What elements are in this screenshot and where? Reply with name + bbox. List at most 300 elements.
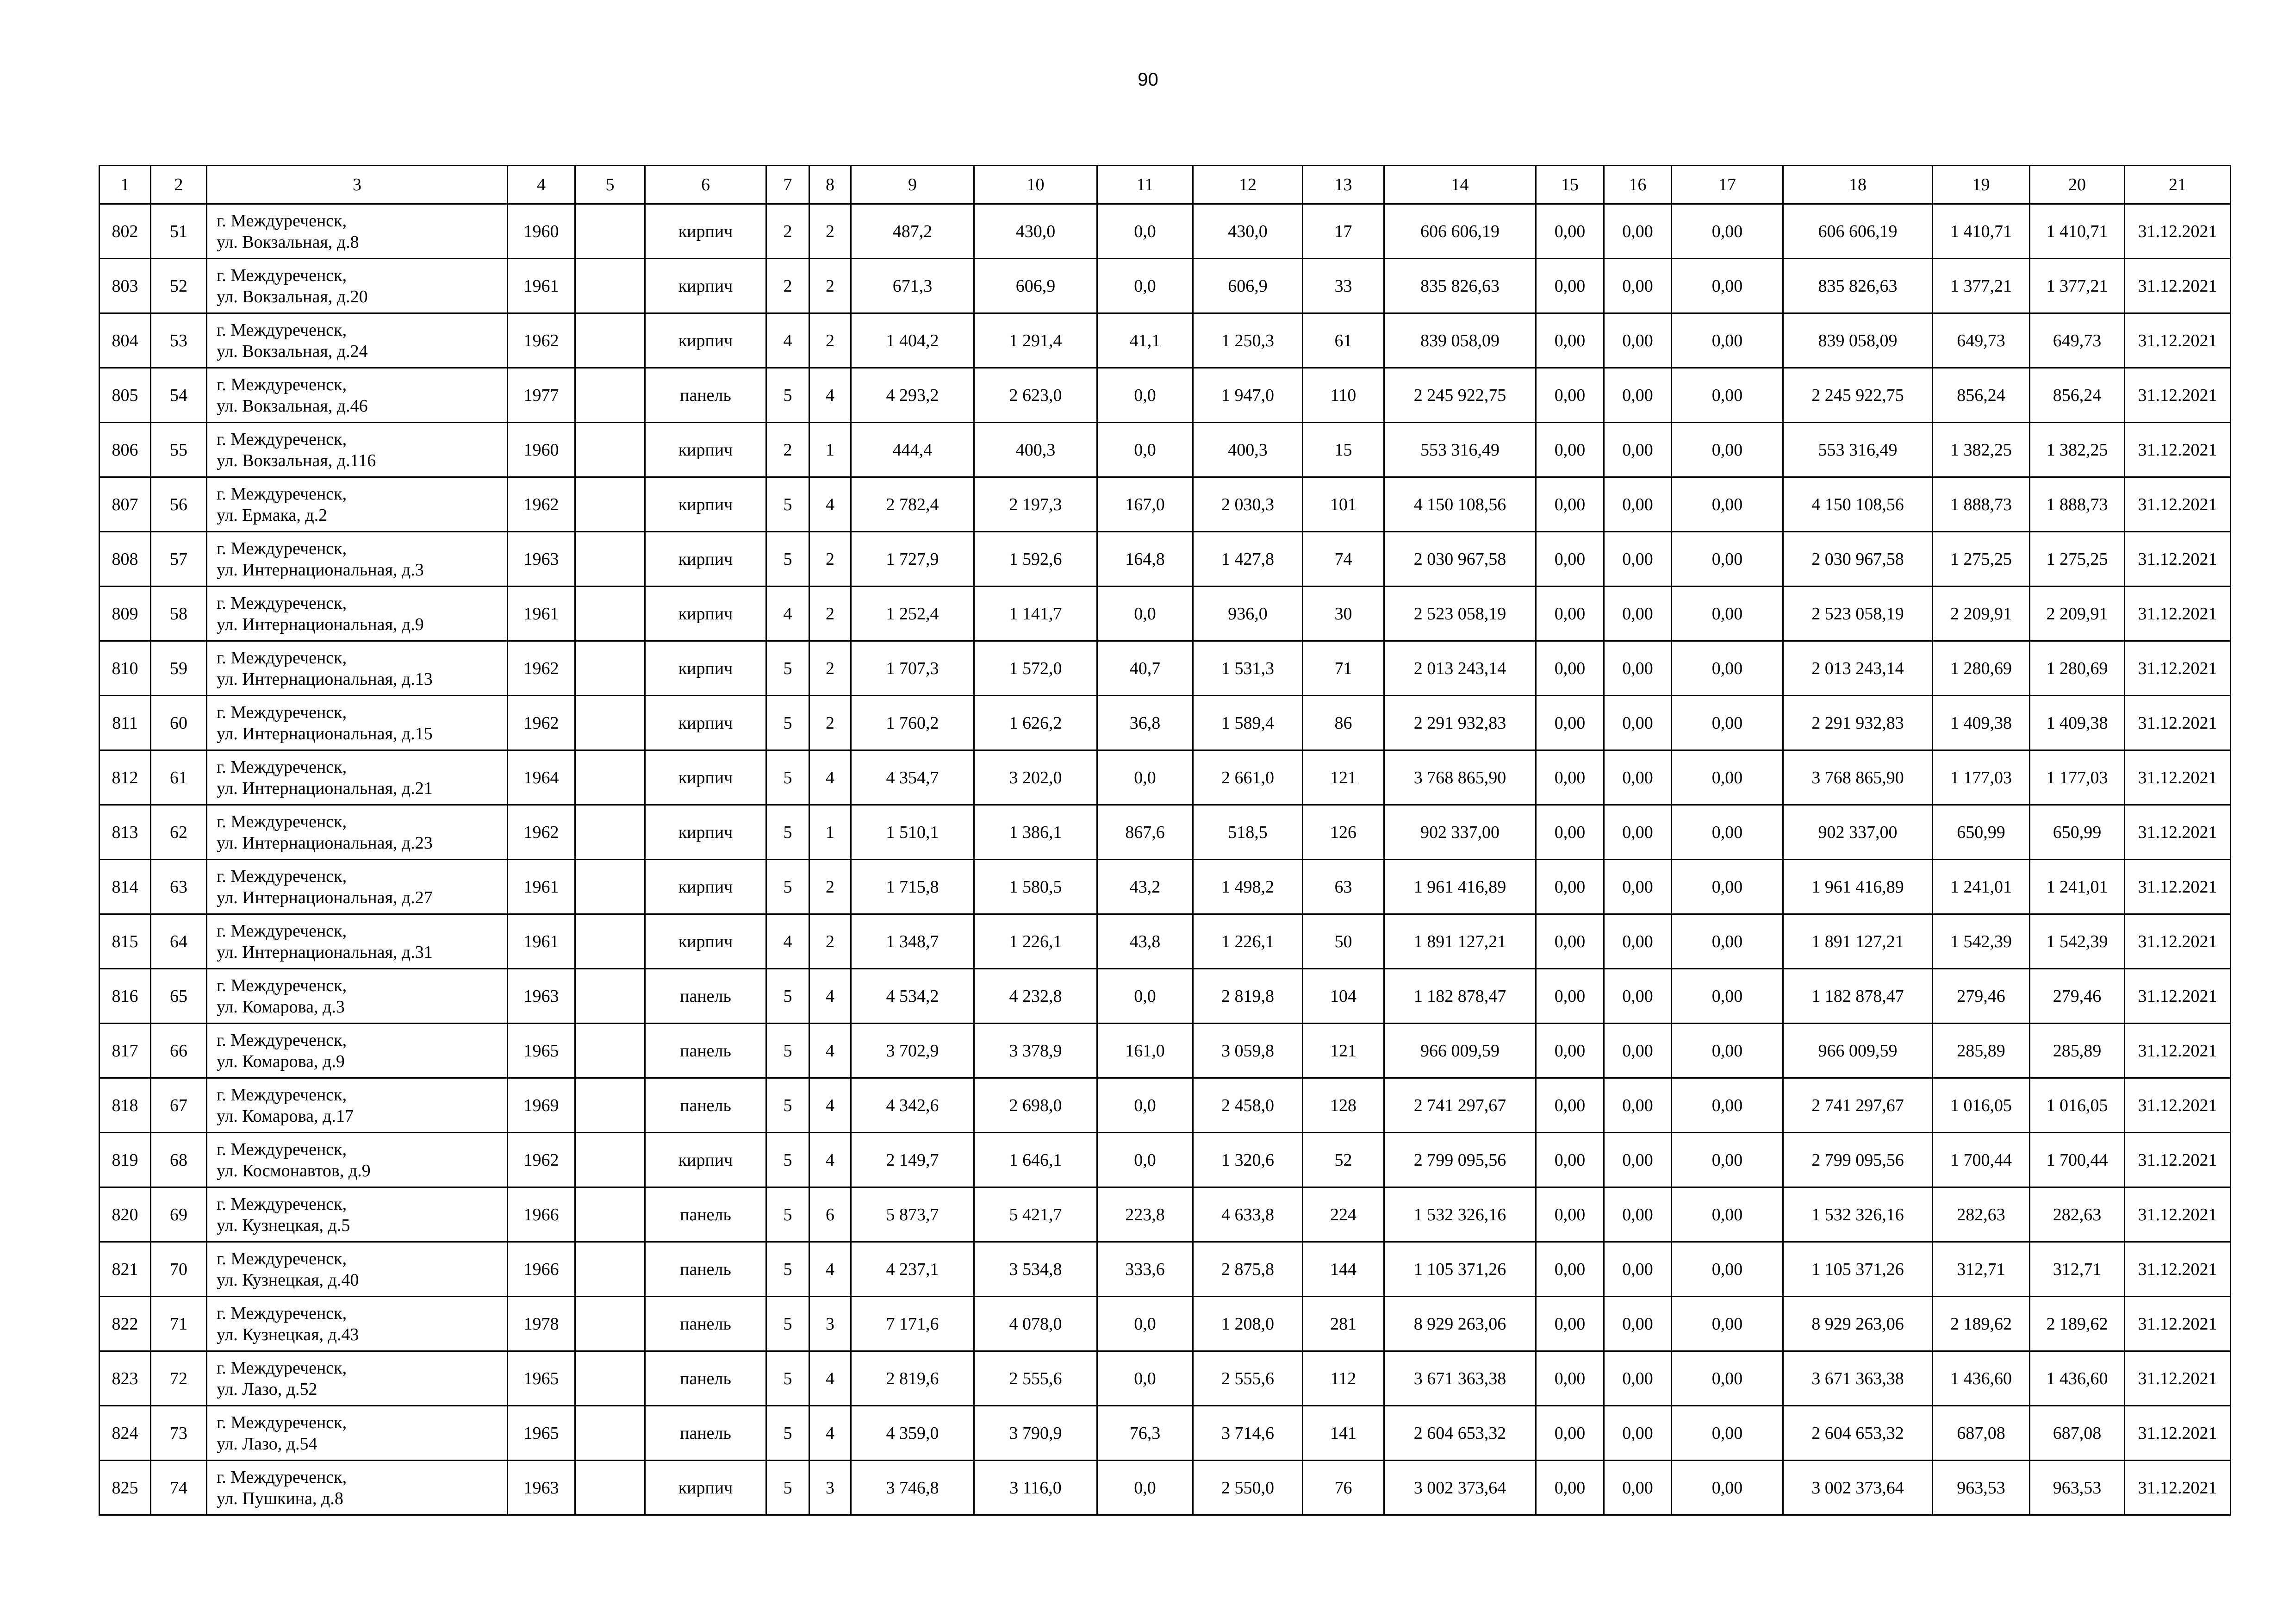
cell-col-17: 0,00	[1672, 1187, 1783, 1242]
cell-col-9: 5 873,7	[851, 1187, 974, 1242]
cell-col-7: 5	[766, 1024, 809, 1078]
cell-col-18: 3 768 865,90	[1783, 750, 1933, 805]
cell-col-15: 0,00	[1536, 1461, 1604, 1515]
address-cell	[207, 696, 508, 750]
column-header-5: 5	[575, 166, 645, 204]
cell-col-12: 2 819,8	[1193, 969, 1303, 1024]
cell-col-12: 3 059,8	[1193, 1024, 1303, 1078]
cell-col-11: 41,1	[1097, 313, 1193, 368]
cell-col-4: 1962	[508, 1133, 575, 1187]
cell-col-18: 3 671 363,38	[1783, 1351, 1933, 1406]
cell-col-7: 5	[766, 641, 809, 696]
cell-col-4: 1965	[508, 1406, 575, 1461]
cell-col-4: 1961	[508, 914, 575, 969]
cell-col-6: кирпич	[645, 204, 766, 259]
cell-col-15: 0,00	[1536, 1133, 1604, 1187]
address-street: ул. Вокзальная, д.116	[217, 450, 376, 470]
cell-col-8: 2	[809, 313, 851, 368]
cell-col-16: 0,00	[1604, 914, 1672, 969]
cell-col-19: 1 700,44	[1933, 1133, 2030, 1187]
cell-col-21: 31.12.2021	[2125, 1406, 2231, 1461]
cell-col-7: 2	[766, 423, 809, 477]
cell-col-13: 30	[1303, 587, 1384, 641]
cell-col-9: 4 534,2	[851, 969, 974, 1024]
cell-col-5	[575, 1242, 645, 1297]
table-row	[100, 587, 2231, 641]
cell-col-14: 1 182 878,47	[1384, 969, 1536, 1024]
cell-col-21: 31.12.2021	[2125, 1461, 2231, 1515]
cell-col-21: 31.12.2021	[2125, 1242, 2231, 1297]
column-header-6: 6	[645, 166, 766, 204]
cell-col-6: панель	[645, 1242, 766, 1297]
cell-col-21: 31.12.2021	[2125, 914, 2231, 969]
cell-col-16: 0,00	[1604, 1461, 1672, 1515]
cell-col-11: 0,0	[1097, 1297, 1193, 1351]
address-street: ул. Пушкина, д.8	[217, 1488, 343, 1508]
cell-col-4: 1977	[508, 368, 575, 423]
table-row	[100, 750, 2231, 805]
cell-col-18: 3 002 373,64	[1783, 1461, 1933, 1515]
cell-col-14: 606 606,19	[1384, 204, 1536, 259]
cell-col-21: 31.12.2021	[2125, 477, 2231, 532]
cell-col-16: 0,00	[1604, 641, 1672, 696]
cell-col-16: 0,00	[1604, 696, 1672, 750]
cell-col-8: 4	[809, 750, 851, 805]
cell-col-1: 807	[100, 477, 151, 532]
cell-col-1: 808	[100, 532, 151, 587]
address-street: ул. Вокзальная, д.46	[217, 396, 368, 416]
cell-col-17: 0,00	[1672, 313, 1783, 368]
cell-col-4: 1965	[508, 1351, 575, 1406]
cell-col-19: 1 436,60	[1933, 1351, 2030, 1406]
cell-col-9: 2 782,4	[851, 477, 974, 532]
cell-col-10: 400,3	[974, 423, 1097, 477]
address-street: ул. Интернациональная, д.31	[217, 942, 433, 962]
cell-col-7: 5	[766, 860, 809, 914]
cell-col-16: 0,00	[1604, 259, 1672, 313]
cell-col-5	[575, 696, 645, 750]
cell-col-17: 0,00	[1672, 969, 1783, 1024]
cell-col-18: 2 291 932,83	[1783, 696, 1933, 750]
cell-col-15: 0,00	[1536, 696, 1604, 750]
address-city: г. Междуреченск,	[217, 812, 347, 831]
table-row	[100, 641, 2231, 696]
cell-col-1: 818	[100, 1078, 151, 1133]
cell-col-19: 2 209,91	[1933, 587, 2030, 641]
cell-col-15: 0,00	[1536, 860, 1604, 914]
address-cell	[207, 1024, 508, 1078]
cell-col-19: 312,71	[1933, 1242, 2030, 1297]
cell-col-7: 5	[766, 368, 809, 423]
cell-col-21: 31.12.2021	[2125, 259, 2231, 313]
cell-col-2: 66	[151, 1024, 207, 1078]
column-header-1: 1	[100, 166, 151, 204]
cell-col-7: 5	[766, 1187, 809, 1242]
cell-col-11: 0,0	[1097, 587, 1193, 641]
cell-col-21: 31.12.2021	[2125, 1297, 2231, 1351]
cell-col-20: 1 700,44	[2030, 1133, 2125, 1187]
cell-col-20: 1 542,39	[2030, 914, 2125, 969]
cell-col-19: 279,46	[1933, 969, 2030, 1024]
cell-col-14: 2 799 095,56	[1384, 1133, 1536, 1187]
cell-col-13: 63	[1303, 860, 1384, 914]
cell-col-13: 101	[1303, 477, 1384, 532]
cell-col-10: 3 116,0	[974, 1461, 1097, 1515]
cell-col-6: панель	[645, 1078, 766, 1133]
cell-col-9: 1 760,2	[851, 696, 974, 750]
address-city: г. Междуреченск,	[217, 320, 347, 340]
column-header-4: 4	[508, 166, 575, 204]
cell-col-9: 1 404,2	[851, 313, 974, 368]
cell-col-2: 57	[151, 532, 207, 587]
address-city: г. Междуреченск,	[217, 538, 347, 558]
column-header-11: 11	[1097, 166, 1193, 204]
cell-col-15: 0,00	[1536, 368, 1604, 423]
cell-col-10: 1 572,0	[974, 641, 1097, 696]
cell-col-14: 2 741 297,67	[1384, 1078, 1536, 1133]
cell-col-4: 1961	[508, 259, 575, 313]
cell-col-16: 0,00	[1604, 969, 1672, 1024]
cell-col-20: 1 280,69	[2030, 641, 2125, 696]
cell-col-15: 0,00	[1536, 750, 1604, 805]
cell-col-4: 1962	[508, 696, 575, 750]
cell-col-2: 60	[151, 696, 207, 750]
cell-col-4: 1966	[508, 1187, 575, 1242]
cell-col-2: 56	[151, 477, 207, 532]
cell-col-18: 2 741 297,67	[1783, 1078, 1933, 1133]
address-city: г. Междуреченск,	[217, 265, 347, 285]
cell-col-15: 0,00	[1536, 204, 1604, 259]
cell-col-7: 5	[766, 1297, 809, 1351]
cell-col-17: 0,00	[1672, 914, 1783, 969]
address-city: г. Междуреченск,	[217, 648, 347, 668]
cell-col-11: 867,6	[1097, 805, 1193, 860]
cell-col-5	[575, 914, 645, 969]
cell-col-10: 3 202,0	[974, 750, 1097, 805]
cell-col-19: 963,53	[1933, 1461, 2030, 1515]
table-row	[100, 1242, 2231, 1297]
cell-col-17: 0,00	[1672, 1406, 1783, 1461]
cell-col-8: 4	[809, 1406, 851, 1461]
address-cell	[207, 750, 508, 805]
cell-col-9: 3 746,8	[851, 1461, 974, 1515]
cell-col-8: 4	[809, 969, 851, 1024]
table-row	[100, 1461, 2231, 1515]
cell-col-5	[575, 313, 645, 368]
cell-col-11: 0,0	[1097, 368, 1193, 423]
cell-col-18: 2 799 095,56	[1783, 1133, 1933, 1187]
cell-col-9: 1 715,8	[851, 860, 974, 914]
cell-col-20: 1 016,05	[2030, 1078, 2125, 1133]
cell-col-4: 1962	[508, 641, 575, 696]
address-city: г. Междуреченск,	[217, 1249, 347, 1268]
cell-col-18: 4 150 108,56	[1783, 477, 1933, 532]
cell-col-6: панель	[645, 1351, 766, 1406]
cell-col-18: 2 245 922,75	[1783, 368, 1933, 423]
cell-col-16: 0,00	[1604, 805, 1672, 860]
cell-col-2: 51	[151, 204, 207, 259]
cell-col-2: 59	[151, 641, 207, 696]
cell-col-21: 31.12.2021	[2125, 1133, 2231, 1187]
address-cell	[207, 805, 508, 860]
cell-col-7: 5	[766, 750, 809, 805]
cell-col-17: 0,00	[1672, 1133, 1783, 1187]
cell-col-5	[575, 1024, 645, 1078]
address-city: г. Междуреченск,	[217, 921, 347, 941]
cell-col-14: 2 245 922,75	[1384, 368, 1536, 423]
cell-col-2: 52	[151, 259, 207, 313]
cell-col-8: 2	[809, 204, 851, 259]
address-cell	[207, 1242, 508, 1297]
cell-col-13: 104	[1303, 969, 1384, 1024]
cell-col-12: 1 427,8	[1193, 532, 1303, 587]
cell-col-4: 1963	[508, 1461, 575, 1515]
cell-col-12: 1 498,2	[1193, 860, 1303, 914]
cell-col-19: 2 189,62	[1933, 1297, 2030, 1351]
cell-col-5	[575, 1187, 645, 1242]
cell-col-18: 1 891 127,21	[1783, 914, 1933, 969]
cell-col-7: 4	[766, 313, 809, 368]
cell-col-4: 1963	[508, 969, 575, 1024]
cell-col-11: 164,8	[1097, 532, 1193, 587]
address-city: г. Междуреченск,	[217, 975, 347, 995]
cell-col-19: 285,89	[1933, 1024, 2030, 1078]
cell-col-20: 312,71	[2030, 1242, 2125, 1297]
cell-col-5	[575, 368, 645, 423]
cell-col-6: кирпич	[645, 587, 766, 641]
cell-col-12: 4 633,8	[1193, 1187, 1303, 1242]
cell-col-6: кирпич	[645, 860, 766, 914]
cell-col-13: 281	[1303, 1297, 1384, 1351]
cell-col-21: 31.12.2021	[2125, 368, 2231, 423]
cell-col-8: 6	[809, 1187, 851, 1242]
column-header-8: 8	[809, 166, 851, 204]
address-cell	[207, 969, 508, 1024]
cell-col-17: 0,00	[1672, 423, 1783, 477]
cell-col-17: 0,00	[1672, 1461, 1783, 1515]
cell-col-15: 0,00	[1536, 641, 1604, 696]
cell-col-19: 1 377,21	[1933, 259, 2030, 313]
cell-col-16: 0,00	[1604, 1351, 1672, 1406]
column-header-16: 16	[1604, 166, 1672, 204]
cell-col-14: 2 030 967,58	[1384, 532, 1536, 587]
cell-col-20: 2 209,91	[2030, 587, 2125, 641]
cell-col-19: 282,63	[1933, 1187, 2030, 1242]
cell-col-17: 0,00	[1672, 1297, 1783, 1351]
cell-col-14: 1 532 326,16	[1384, 1187, 1536, 1242]
cell-col-12: 606,9	[1193, 259, 1303, 313]
cell-col-21: 31.12.2021	[2125, 805, 2231, 860]
cell-col-9: 2 149,7	[851, 1133, 974, 1187]
cell-col-21: 31.12.2021	[2125, 313, 2231, 368]
cell-col-2: 63	[151, 860, 207, 914]
cell-col-6: кирпич	[645, 696, 766, 750]
cell-col-21: 31.12.2021	[2125, 423, 2231, 477]
table-row	[100, 532, 2231, 587]
cell-col-1: 813	[100, 805, 151, 860]
housing-registry-table	[99, 165, 2231, 1516]
cell-col-5	[575, 641, 645, 696]
cell-col-9: 1 510,1	[851, 805, 974, 860]
table-row	[100, 860, 2231, 914]
cell-col-1: 819	[100, 1133, 151, 1187]
cell-col-16: 0,00	[1604, 1406, 1672, 1461]
cell-col-13: 121	[1303, 1024, 1384, 1078]
cell-col-10: 606,9	[974, 259, 1097, 313]
column-header-7: 7	[766, 166, 809, 204]
table-row	[100, 696, 2231, 750]
cell-col-6: кирпич	[645, 641, 766, 696]
cell-col-12: 2 875,8	[1193, 1242, 1303, 1297]
cell-col-5	[575, 860, 645, 914]
cell-col-13: 74	[1303, 532, 1384, 587]
cell-col-10: 1 580,5	[974, 860, 1097, 914]
cell-col-18: 2 030 967,58	[1783, 532, 1933, 587]
cell-col-19: 1 382,25	[1933, 423, 2030, 477]
cell-col-14: 2 291 932,83	[1384, 696, 1536, 750]
cell-col-19: 1 275,25	[1933, 532, 2030, 587]
address-cell	[207, 914, 508, 969]
cell-col-14: 3 002 373,64	[1384, 1461, 1536, 1515]
column-number-row	[100, 166, 2231, 204]
cell-col-5	[575, 1461, 645, 1515]
cell-col-7: 4	[766, 914, 809, 969]
address-street: ул. Интернациональная, д.15	[217, 724, 433, 743]
cell-col-7: 5	[766, 1242, 809, 1297]
cell-col-8: 4	[809, 1351, 851, 1406]
column-header-13: 13	[1303, 166, 1384, 204]
address-street: ул. Интернациональная, д.13	[217, 669, 433, 689]
cell-col-17: 0,00	[1672, 477, 1783, 532]
cell-col-16: 0,00	[1604, 1297, 1672, 1351]
column-header-17: 17	[1672, 166, 1783, 204]
cell-col-11: 333,6	[1097, 1242, 1193, 1297]
cell-col-17: 0,00	[1672, 259, 1783, 313]
cell-col-10: 5 421,7	[974, 1187, 1097, 1242]
cell-col-20: 1 275,25	[2030, 532, 2125, 587]
cell-col-21: 31.12.2021	[2125, 1187, 2231, 1242]
address-cell	[207, 1351, 508, 1406]
cell-col-6: кирпич	[645, 532, 766, 587]
address-cell	[207, 423, 508, 477]
cell-col-2: 61	[151, 750, 207, 805]
cell-col-13: 126	[1303, 805, 1384, 860]
address-cell	[207, 1406, 508, 1461]
cell-col-16: 0,00	[1604, 204, 1672, 259]
cell-col-13: 128	[1303, 1078, 1384, 1133]
cell-col-18: 835 826,63	[1783, 259, 1933, 313]
cell-col-18: 1 532 326,16	[1783, 1187, 1933, 1242]
cell-col-1: 805	[100, 368, 151, 423]
cell-col-11: 0,0	[1097, 1133, 1193, 1187]
cell-col-12: 1 320,6	[1193, 1133, 1303, 1187]
cell-col-2: 53	[151, 313, 207, 368]
cell-col-16: 0,00	[1604, 750, 1672, 805]
column-header-15: 15	[1536, 166, 1604, 204]
cell-col-1: 820	[100, 1187, 151, 1242]
column-header-3: 3	[207, 166, 508, 204]
cell-col-11: 36,8	[1097, 696, 1193, 750]
cell-col-8: 2	[809, 641, 851, 696]
address-cell	[207, 259, 508, 313]
cell-col-10: 2 197,3	[974, 477, 1097, 532]
cell-col-17: 0,00	[1672, 587, 1783, 641]
cell-col-13: 141	[1303, 1406, 1384, 1461]
column-header-12: 12	[1193, 166, 1303, 204]
cell-col-8: 4	[809, 1242, 851, 1297]
cell-col-15: 0,00	[1536, 259, 1604, 313]
cell-col-8: 2	[809, 860, 851, 914]
cell-col-12: 2 458,0	[1193, 1078, 1303, 1133]
cell-col-7: 5	[766, 1351, 809, 1406]
cell-col-14: 2 013 243,14	[1384, 641, 1536, 696]
cell-col-12: 1 531,3	[1193, 641, 1303, 696]
cell-col-15: 0,00	[1536, 313, 1604, 368]
cell-col-17: 0,00	[1672, 750, 1783, 805]
cell-col-2: 55	[151, 423, 207, 477]
address-cell	[207, 1461, 508, 1515]
cell-col-10: 3 534,8	[974, 1242, 1097, 1297]
cell-col-21: 31.12.2021	[2125, 1024, 2231, 1078]
cell-col-12: 936,0	[1193, 587, 1303, 641]
cell-col-13: 50	[1303, 914, 1384, 969]
cell-col-14: 1 961 416,89	[1384, 860, 1536, 914]
cell-col-2: 64	[151, 914, 207, 969]
cell-col-8: 3	[809, 1297, 851, 1351]
cell-col-1: 821	[100, 1242, 151, 1297]
cell-col-8: 4	[809, 368, 851, 423]
cell-col-4: 1969	[508, 1078, 575, 1133]
cell-col-12: 2 030,3	[1193, 477, 1303, 532]
cell-col-14: 553 316,49	[1384, 423, 1536, 477]
cell-col-1: 815	[100, 914, 151, 969]
cell-col-4: 1962	[508, 313, 575, 368]
cell-col-9: 4 293,2	[851, 368, 974, 423]
address-street: ул. Кузнецкая, д.40	[217, 1270, 359, 1290]
cell-col-15: 0,00	[1536, 532, 1604, 587]
cell-col-8: 1	[809, 805, 851, 860]
cell-col-9: 2 819,6	[851, 1351, 974, 1406]
cell-col-15: 0,00	[1536, 805, 1604, 860]
address-city: г. Междуреченск,	[217, 593, 347, 613]
cell-col-14: 1 891 127,21	[1384, 914, 1536, 969]
cell-col-12: 1 947,0	[1193, 368, 1303, 423]
address-street: ул. Интернациональная, д.3	[217, 560, 424, 580]
address-street: ул. Комарова, д.3	[217, 997, 345, 1017]
cell-col-11: 0,0	[1097, 204, 1193, 259]
cell-col-13: 76	[1303, 1461, 1384, 1515]
cell-col-20: 856,24	[2030, 368, 2125, 423]
cell-col-4: 1962	[508, 477, 575, 532]
cell-col-11: 223,8	[1097, 1187, 1193, 1242]
cell-col-12: 2 550,0	[1193, 1461, 1303, 1515]
cell-col-14: 902 337,00	[1384, 805, 1536, 860]
cell-col-17: 0,00	[1672, 641, 1783, 696]
cell-col-16: 0,00	[1604, 477, 1672, 532]
cell-col-14: 966 009,59	[1384, 1024, 1536, 1078]
cell-col-5	[575, 969, 645, 1024]
cell-col-17: 0,00	[1672, 1024, 1783, 1078]
table-row	[100, 1187, 2231, 1242]
cell-col-5	[575, 1351, 645, 1406]
address-street: ул. Вокзальная, д.20	[217, 287, 368, 306]
cell-col-4: 1960	[508, 423, 575, 477]
cell-col-20: 650,99	[2030, 805, 2125, 860]
cell-col-8: 1	[809, 423, 851, 477]
address-city: г. Междуреченск,	[217, 702, 347, 722]
cell-col-16: 0,00	[1604, 1187, 1672, 1242]
cell-col-1: 803	[100, 259, 151, 313]
